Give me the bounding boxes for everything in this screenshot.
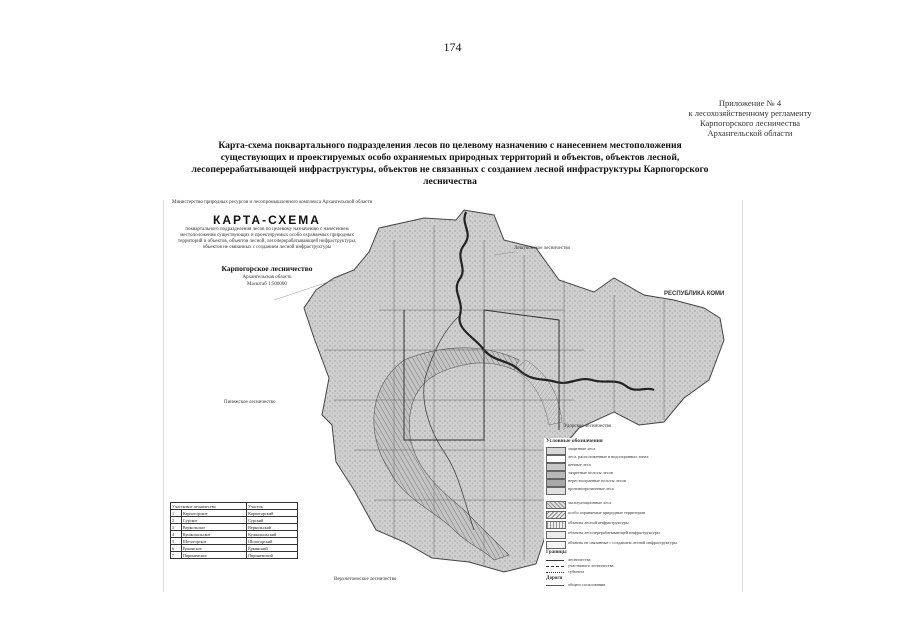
table-row: 3 Веркольское Веркольский	[171, 524, 298, 531]
appendix-line-4: Архангельской области	[707, 128, 793, 138]
legend-roads-title: Дороги	[546, 576, 563, 581]
title-line-2: существующих и проектируемых особо охраняемых природных территорий и объектов, объектов лесной,	[220, 152, 680, 163]
table-header: Участковое лесничество	[171, 503, 247, 510]
map-forestry-name: Карпогорское лесничество	[221, 264, 313, 273]
title-line-4: лесничества	[423, 176, 477, 187]
label-south-forestry: Верхнетоемское лесничество	[334, 577, 397, 582]
label-north-forestry: Лешуконское лесничество	[514, 246, 571, 251]
legend-item: объекты лесоперерабатывающей инфраструктуры	[546, 530, 722, 538]
appendix-note	[640, 98, 860, 138]
label-west-forestry: Пинежское лесничество	[224, 400, 276, 405]
table-row: 1 Карпогорское Карпогорский	[171, 510, 298, 517]
table-header: Участок	[247, 503, 298, 510]
legend-item: особо охраняемые природные территории	[546, 510, 722, 518]
legend-item: леса, расположенные в водоохранных зонах	[546, 454, 722, 462]
legend-title: Условные обозначения	[546, 438, 603, 444]
document-title	[150, 140, 750, 188]
legend-item: ценные леса	[546, 462, 722, 470]
title-line-1: Карта-схема поквартального подразделения лесов по целевому назначению с нанесением местоположения	[218, 140, 682, 151]
map-stamp-header: Министерство природных ресурсов и лесопромышленного комплекса Архангельской области	[172, 200, 373, 205]
table-row: 4 Кушкопальское Кушкопальский	[171, 531, 298, 538]
label-komi-republic: РЕСПУБЛИКА КОМИ	[664, 291, 725, 297]
legend-item: субъекта	[546, 569, 722, 577]
title-line-3: лесоперерабатывающей инфраструктуры, объектов не связанных с созданием лесной инфраструктуры Карпогорского	[191, 164, 709, 175]
label-southeast-forestry: Удорское лесничество	[564, 424, 612, 429]
legend-item: противоэрозионные леса	[546, 486, 722, 494]
table-row: 6 Ёркинское Ёркинский	[171, 545, 298, 552]
map-subtitle: поквартального подразделения лесов по целевому назначению с нанесением местоположения существующих и проектируемых особо охраняемых природных территорий и объектов, объектов лесной, лесоперерабатывающей инфраструктуры, объектов не связанных с созданием лесной инфраструктуры	[177, 227, 357, 250]
appendix-line-1: Приложение № 4	[718, 98, 782, 108]
table-row: 7 Пиринемское Пиринемский	[171, 552, 298, 559]
legend-item: лесничества	[546, 557, 722, 565]
legend-item: объекты лесной инфраструктуры	[546, 520, 722, 528]
forestry-map	[163, 200, 743, 592]
map-scale: Масштаб 1:500000	[247, 282, 287, 287]
table-row: 2 Сурское Сурский	[171, 517, 298, 524]
legend-boundaries-title: Границы	[546, 550, 567, 555]
appendix-line-3: Карпогорского лесничества	[699, 118, 801, 128]
appendix-line-2: к лесохозяйственному регламенту	[688, 108, 812, 118]
legend-item: эксплуатационные леса	[546, 500, 722, 508]
legend-item: запретные полосы лесов	[546, 470, 722, 478]
forestry-districts-table	[170, 502, 298, 559]
table-row: 5 Шотогорское Шотогорский	[171, 538, 298, 545]
map-region: Архангельская область	[242, 275, 292, 280]
legend-item: участкового лесничества	[546, 563, 722, 571]
legend-item: объекты не связанные с созданием лесной инфраструктуры	[546, 540, 722, 548]
map-legend	[544, 438, 724, 588]
page-number: 174	[443, 40, 462, 54]
legend-item: общего пользования	[546, 582, 722, 590]
legend-item: нерестоохранные полосы лесов	[546, 478, 722, 486]
map-main-title: КАРТА-СХЕМА	[213, 213, 321, 227]
legend-item: защитные леса	[546, 446, 722, 454]
